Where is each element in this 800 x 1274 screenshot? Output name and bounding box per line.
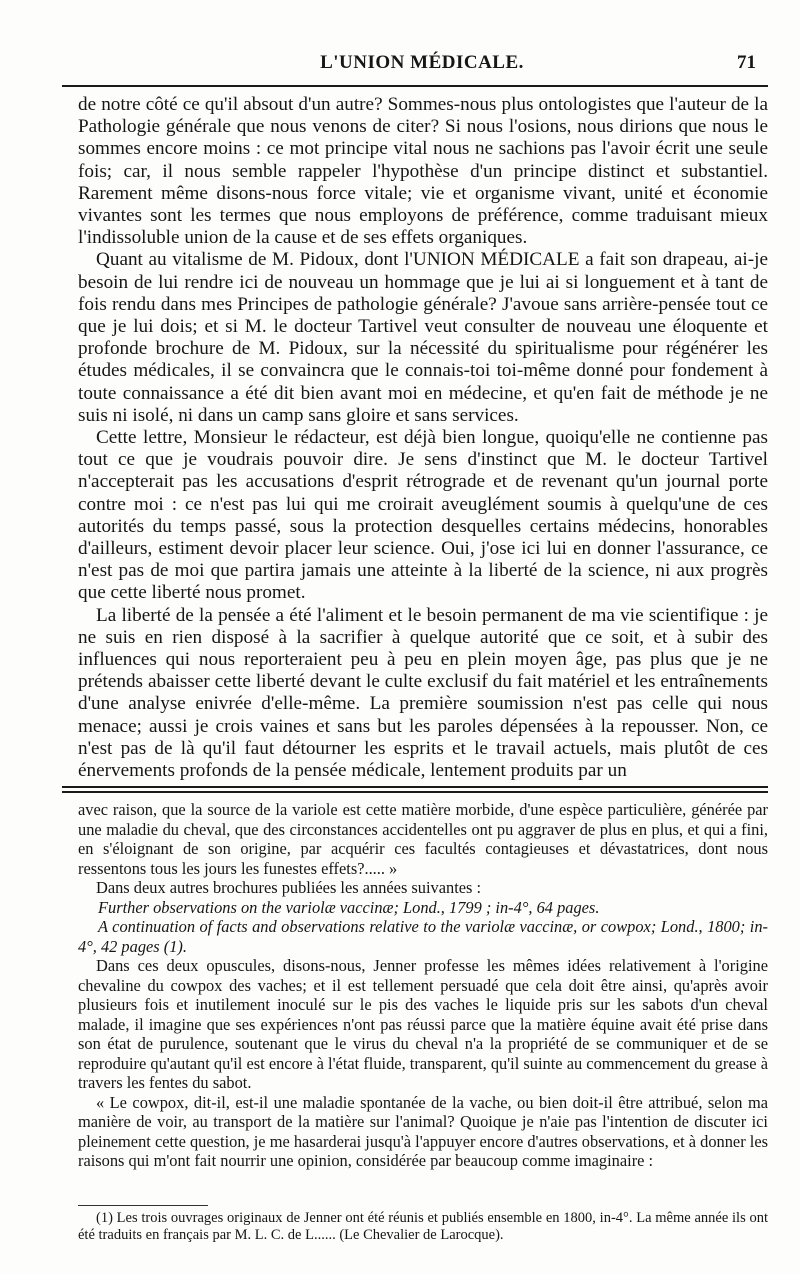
footnote-text: (1) Les trois ouvrages originaux de Jenner ont été réunis et publiés ensemble en 1800, in-4°. La même année ils ont été traduits en français par M. L. C. de L...... (Le Chevalier de Larocque). [78, 1210, 768, 1243]
paragraph: Quant au vitalisme de M. Pidoux, dont l'UNION MÉDICALE a fait son drapeau, ai-je besoin de lui rendre ici de nouveau un hommage que je lui ai si longuement et à tant de fois rendu dans mes Principes de pathologie générale? J'avoue sans arrière-pensée tout ce que je lui dois; et si M. le docteur Tartivel veut consulter de nouveau une éloquente et profonde brochure de M. Pidoux, sur la nécessité du spiritualisme pour régénérer les études médicales, il se convaincra que le connais-toi toi-même donné pour fondement à toute connaissance a été dit bien avant moi en médecine, et qu'en fait de méthode je ne suis ni isolé, ni dans un camp sans gloire et sans services. [78, 249, 768, 426]
main-text [78, 94, 768, 782]
paragraph: de notre côté ce qu'il absout d'un autre? Sommes-nous plus ontologistes que l'auteur de la Pathologie générale que nous venons de citer? Si nous l'osions, nous dirions que nous le sommes encore moins : ce mot principe vital nous ne sachions pas l'avoir écrit une seule fois; car, il nous semble rappeler l'hypothèse d'un principe distinct et substantiel. Rarement même disons-nous force vitale; vie et organisme vivant, unité et économie vivantes sont les termes que nous employons de préférence, comme traduisant mieux l'indissoluble union de la cause et de ses effets organiques. [78, 94, 768, 249]
page-number: 71 [737, 52, 756, 73]
feuilleton-text [78, 800, 768, 1171]
footnote-rule [78, 1205, 208, 1206]
paragraph: avec raison, que la source de la variole est cette matière morbide, d'une espèce particulière, générée par une maladie du cheval, que des circonstances accidentelles ont pu aggraver de plus en plus, et qui a fini, en s'éloignant de son origine, par acquérir ces facultés contagieuses et dévastatrices, dont nous ressentons tous les jours les funestes effets?..... » [78, 800, 768, 878]
header-rule [62, 85, 768, 87]
paragraph: Dans deux autres brochures publiées les années suivantes : [96, 878, 482, 897]
paragraph: La liberté de la pensée a été l'aliment et le besoin permanent de ma vie scientifique : je ne suis en rien disposé à la sacrifier à quelque autorité que ce soit, et à subir des influences qui nous reporteraient peu à peu en plein moyen âge, pas plus que je ne prétends abaisser cette liberté devant le culte exclusif du fait matériel et les entraînements d'une analyse enivrée d'elle-même. La première soumission n'est pas celle qui nous menace; aussi je crois vaines et sans but les paroles dépensées à la repousser. Non, ce n'est pas de là qu'il faut détourner les esprits et le travail actuels, mais plutôt de ces énervements profonds de la pensée médicale, lentement produits par un [78, 604, 768, 782]
section-divider [62, 786, 768, 793]
reference-entry: Further observations on the variolæ vaccinæ; Lond., 1799 ; in-4°, 64 pages. [98, 897, 600, 917]
running-title: L'UNION MÉDICALE. [320, 52, 524, 73]
footnote [78, 1210, 768, 1244]
paragraph: Dans ces deux opuscules, disons-nous, Jenner professe les mêmes idées relativement à l'origine chevaline du cowpox des vaches; et il est tellement persuadé que cela doit être ainsi, qu'après avoir plusieurs fois et inutilement inoculé sur le pis des vaches le liquide pris sur les sabots d'un cheval malade, il imagine que ses expériences n'ont pas réussi parce que la matière équine avait été prise dans son état de purulence, soutenant que le virus du cheval n'a la propriété de se communiquer et de se reproduire qu'autant qu'il est encore à l'état fluide, transparent, qu'il suinte au commencement du grease à travers les fentes du sabot. [78, 956, 768, 1092]
paragraph: Cette lettre, Monsieur le rédacteur, est déjà bien longue, quoiqu'elle ne contienne pas tout ce que je voudrais pouvoir dire. Je sens d'instinct que M. le docteur Tartivel n'accepterait pas les accusations d'esprit rétrograde et de revenant qu'un journal porte contre moi : ce n'est pas lui qui me croirait aveuglément soumis à quelqu'une de ces autorités du temps passé, sous la protection desquelles certains médecins, honorables d'ailleurs, estiment devoir placer leur science. Oui, j'ose ici lui en donner l'assurance, ce n'est pas de moi que partira jamais une atteinte à la liberté de la science, ni aux progrès que cette liberté nous promet. [78, 427, 768, 604]
reference-entry: A continuation of facts and observations relative to the variolæ vaccinæ, or cowpox; Lond., 1800; in-4°, 42 pages (1). [78, 917, 768, 956]
paragraph: « Le cowpox, dit-il, est-il une maladie spontanée de la vache, ou bien doit-il être attribué, selon ma manière de voir, au transport de la matière sur l'animal? Quoique je n'aie pas l'intention de discuter ici pleinement cette question, je me hasarderai jusqu'à l'appuyer encore d'autres observations, et à donner les raisons qui m'ont fait nourrir une opinion, considérée par beaucoup comme imaginaire : [78, 1092, 768, 1170]
page-header [78, 48, 766, 78]
